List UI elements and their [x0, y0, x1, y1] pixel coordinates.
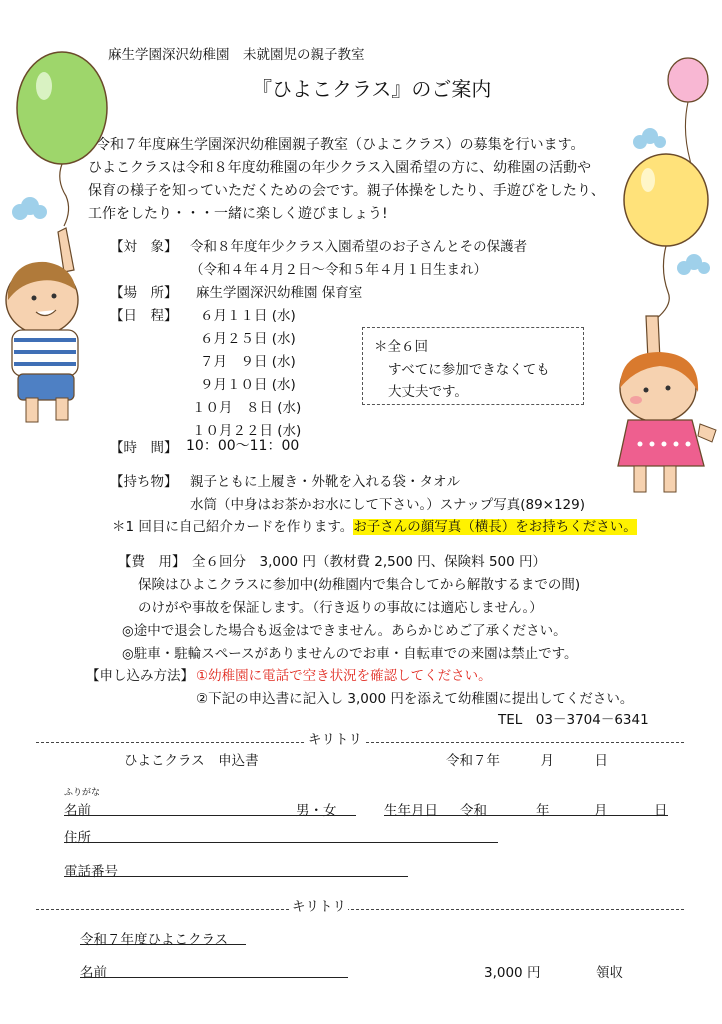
fee-value: 全６回分 3,000 円（教材費 2,500 円、保険料 500 円） — [192, 554, 547, 570]
intro-line-1: 令和７年度麻生学園深沢幼稚園親子教室（ひよこクラス）の募集を行います。 — [96, 137, 585, 153]
cut-label-1: キリトリ — [306, 728, 364, 748]
apply-label: 【申し込み方法】 — [86, 668, 194, 684]
belongings-line-1: 親子ともに上履き・外靴を入れる袋・タオル — [190, 474, 460, 490]
schedule-date-6: １０月２２日 (水) — [192, 423, 302, 439]
birth-underline — [384, 815, 668, 816]
note-box-line-1: ＊全６回 — [374, 339, 428, 355]
target-label: 【対 象】 — [110, 239, 178, 255]
apply-step-1: ①幼稚園に電話で空き状況を確認してください。 — [196, 668, 492, 684]
schedule-label: 【日 程】 — [110, 308, 178, 324]
name-underline — [64, 815, 356, 816]
time-label: 【時 間】 — [110, 440, 178, 456]
address-label: 住所 — [64, 830, 91, 846]
receipt-name-underline — [80, 977, 348, 978]
sex-options: 男・女 — [296, 803, 337, 819]
note-box-line-2: すべてに参加できなくても — [388, 362, 550, 378]
receipt-received: 領収 — [596, 965, 623, 981]
birth-era: 令和 — [460, 803, 487, 819]
target-value: 令和８年度年少クラス入園希望のお子さんとその保護者 — [190, 239, 528, 255]
fee-label: 【費 用】 — [118, 554, 186, 570]
place-label: 【場 所】 — [110, 285, 178, 301]
page-title: 『ひよこクラス』のご案内 — [252, 77, 492, 101]
intro-line-3: 保育の様子を知っていただくための会です。親子体操をしたり、手遊びをしたり、 — [88, 183, 605, 199]
schedule-date-5: １０月 ８日 (水) — [192, 400, 302, 416]
receipt-name-label: 名前 — [80, 965, 107, 981]
phone-label: 電話番号 — [64, 864, 118, 880]
address-underline — [64, 842, 498, 843]
intro-line-4: 工作をしたり・・・一緒に楽しく遊びましょう! — [88, 206, 388, 222]
form-date: 令和７年 月 日 — [446, 753, 608, 769]
cut-line-2 — [36, 909, 684, 910]
photo-note — [112, 515, 637, 535]
belongings-line-2: 水筒（中身はお茶かお水にして下さい。）スナップ写真(89×129) — [190, 497, 585, 513]
receipt-title-underline — [80, 944, 246, 945]
receipt-amount: 3,000 円 — [484, 965, 541, 981]
form-title: ひよこクラス 申込書 — [124, 753, 259, 769]
organizer-line: 麻生学園深沢幼稚園 未就園児の親子教室 — [108, 47, 365, 63]
birth-label: 生年月日 — [384, 803, 438, 819]
schedule-date-3: ７月 ９日 (水) — [200, 354, 296, 370]
photo-note-text: ＊1 回目に自己紹介カードを作ります。 — [112, 519, 354, 535]
birth-day: 日 — [654, 803, 668, 819]
place-value: 麻生学園深沢幼稚園 保育室 — [196, 285, 363, 301]
birth-year: 年 — [536, 803, 550, 819]
schedule-date-2: ６月２５日 (水) — [200, 331, 296, 347]
photo-note-highlight: お子さんの顔写真（横長）をお持ちください。 — [353, 519, 637, 535]
time-value: 10：00～11：00 — [186, 438, 300, 454]
parking-note: ◎駐車・駐輪スペースがありませんのでお車・自転車での来園は禁止です。 — [122, 646, 578, 662]
birth-month: 月 — [594, 803, 608, 819]
phone-number: TEL 03－3704－6341 — [498, 712, 649, 728]
name-label: 名前 — [64, 803, 91, 819]
belongings-label: 【持ち物】 — [110, 474, 178, 490]
cut-label-2: キリトリ — [290, 895, 348, 915]
intro-line-2: ひよこクラスは令和８年度幼稚園の年少クラス入園希望の方に、幼稚園の活動や — [88, 160, 592, 176]
schedule-date-4: ９月１０日 (水) — [200, 377, 296, 393]
insurance-line-1: 保険はひよこクラスに参加中(幼稚園内で集合してから解散するまでの間) — [138, 577, 581, 593]
note-box-line-3: 大丈夫です。 — [388, 384, 468, 400]
target-note: （令和４年４月２日～令和５年４月１日生まれ） — [190, 262, 487, 278]
phone-underline — [64, 876, 408, 877]
apply-step-2: ②下記の申込書に記入し 3,000 円を添えて幼稚園に提出してください。 — [196, 691, 634, 707]
refund-note: ◎途中で退会した場合も返金はできません。あらかじめご了承ください。 — [122, 623, 567, 639]
furigana-label: ふりがな — [64, 788, 101, 798]
insurance-line-2: のけがや事故を保証します。（行き返りの事故には適応しません。） — [138, 600, 543, 616]
schedule-date-1: ６月１１日 (水) — [200, 308, 296, 324]
receipt-title: 令和７年度ひよこクラス — [80, 932, 229, 948]
